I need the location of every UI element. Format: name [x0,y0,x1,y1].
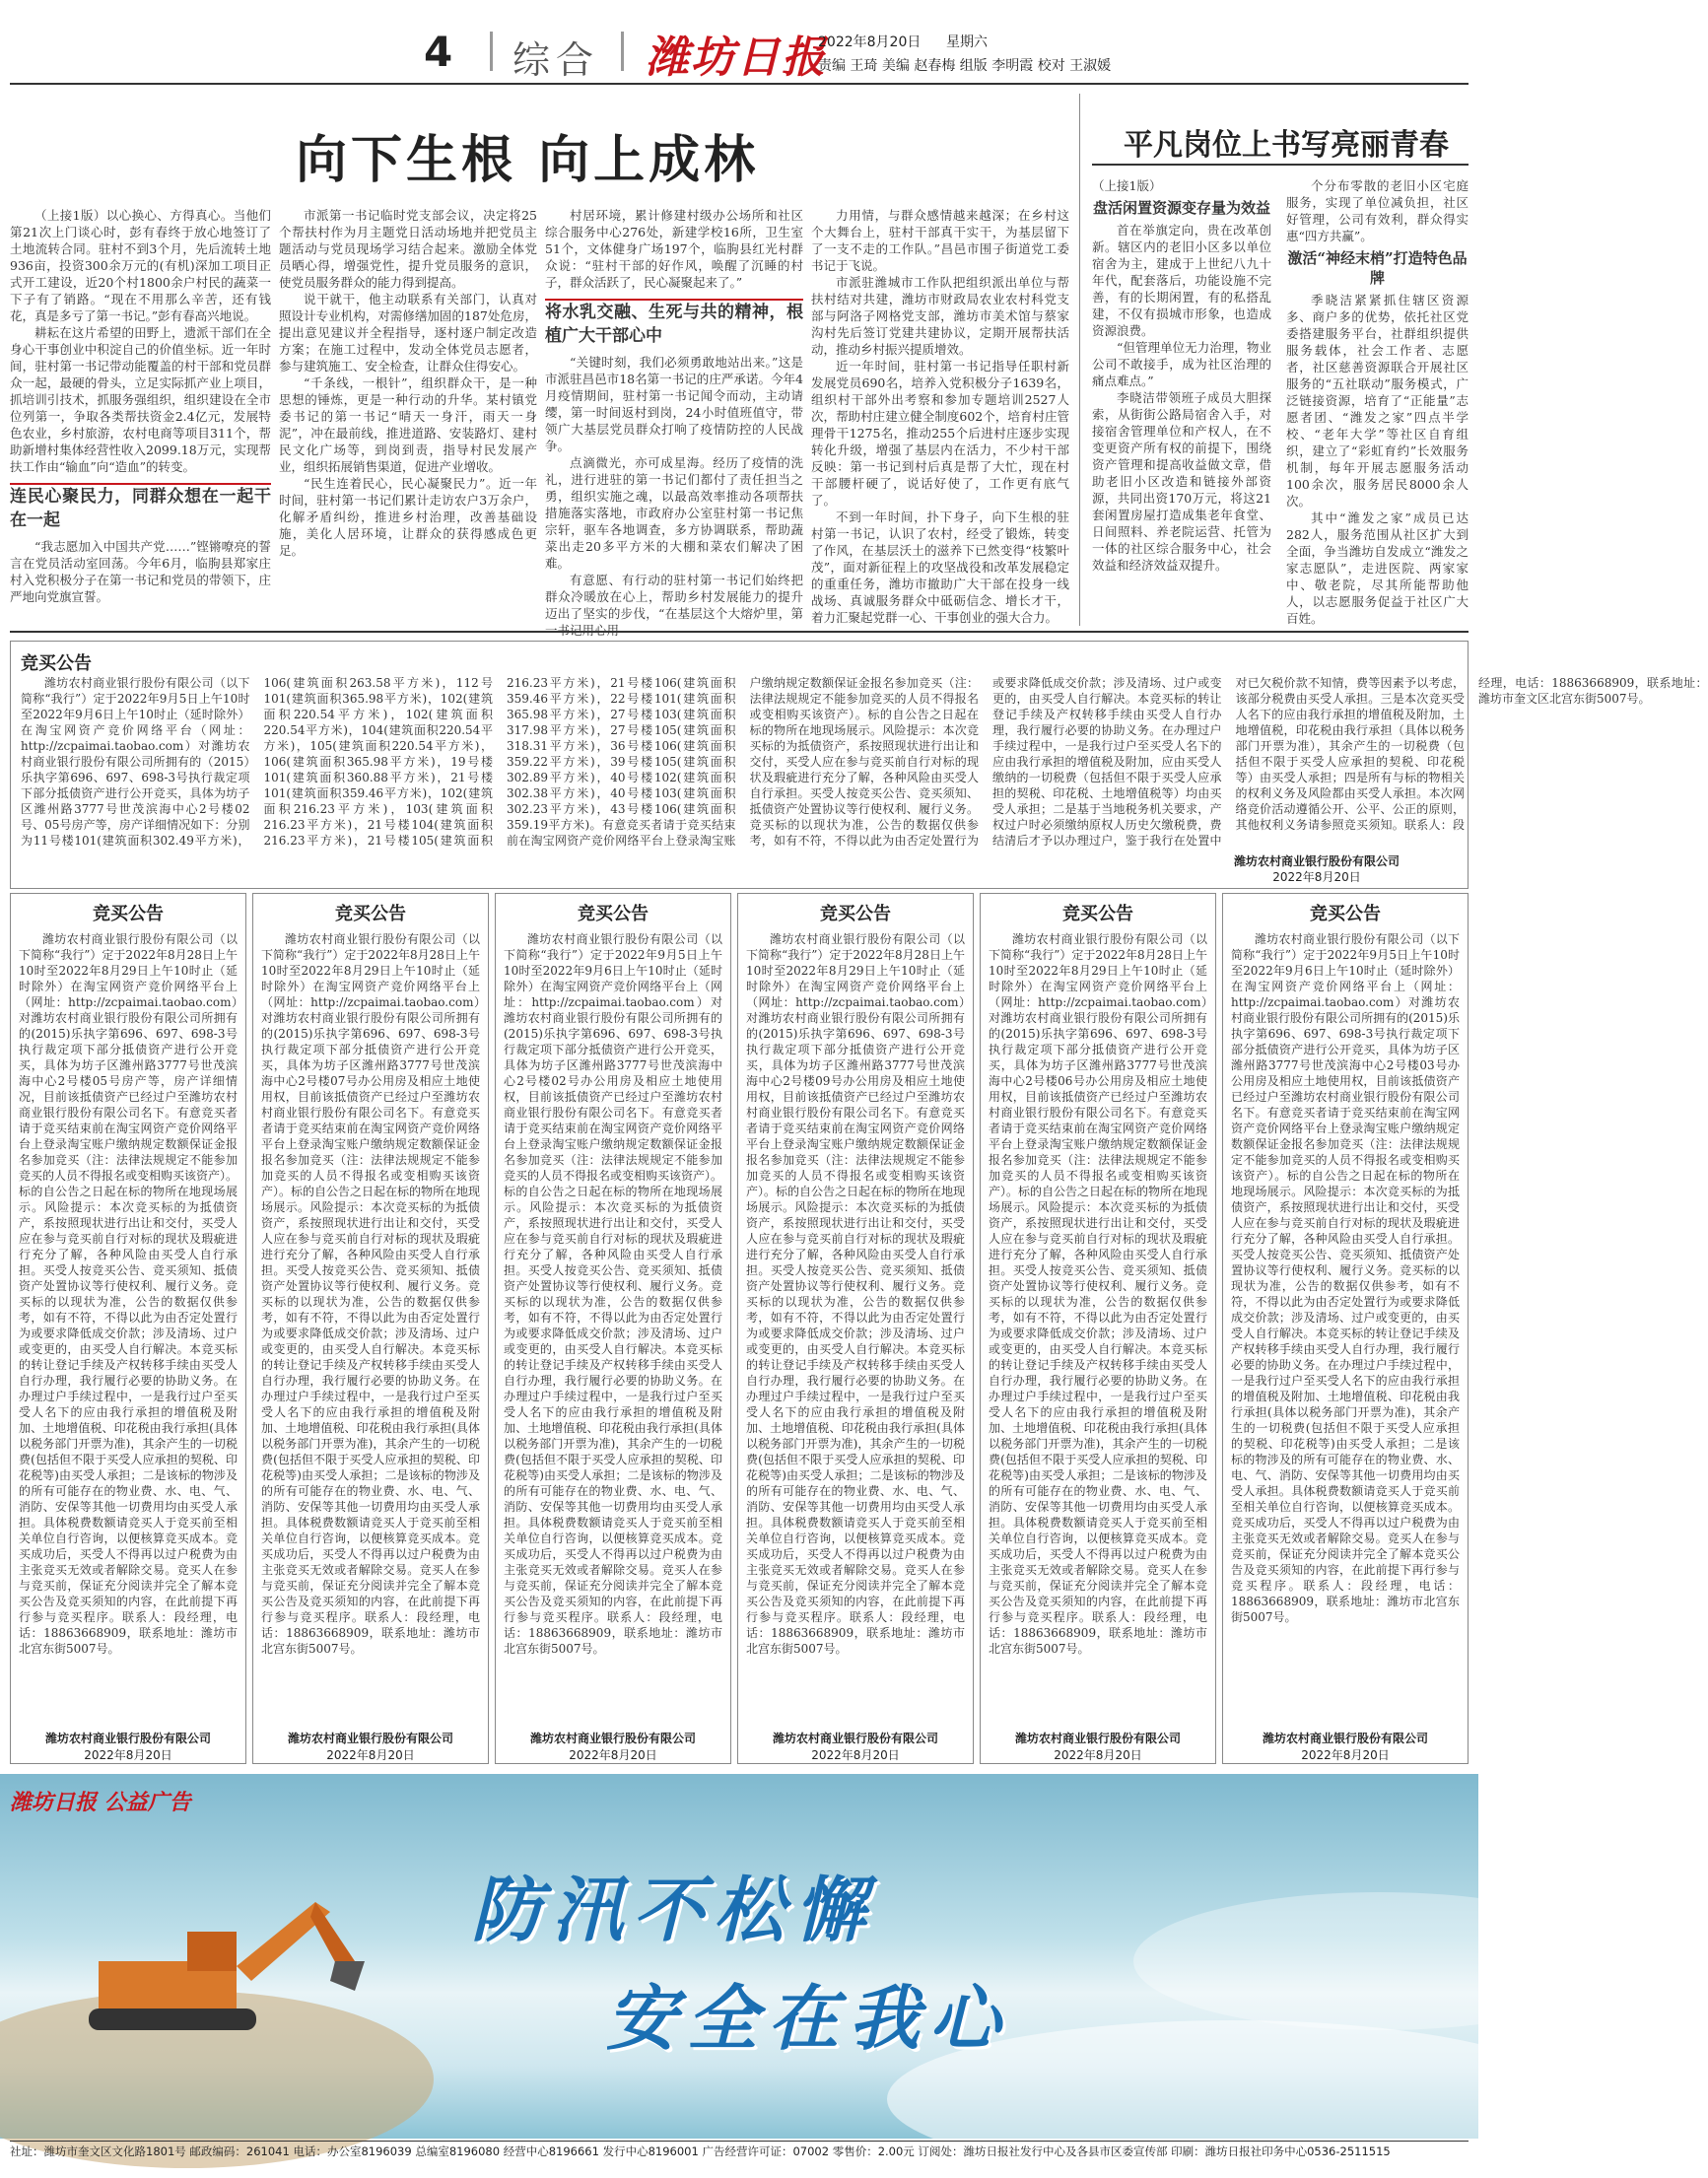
paragraph: 近一年时间，驻村第一书记指导任职村新发展党员690名，培养入党积极分子1639名，组织村干部外出考察和参加专题培训2527人次，帮助村庄建立健全制度602个，培育村庄管理骨干1275名，推动255个后进村庄逐步实现转化升级，增强了基层内在活力，不少村干部反映：第一书记到村后真是帮了大忙，现在村干部腰杆硬了，说话好使了，工作更有底气了。 [811,359,1069,508]
header-rule [10,83,1469,85]
paragraph: “千条线，一根针”，组织群众干，是一种思想的锤炼，更是一种行动的升华。某村镇党委书记的第一书记“晴天一身汗，雨天一身泥”，冲在最前线，推进道路、安装路灯、建村民文化广场等，到岗到责，指导村民发展产业，组织拓展销售渠道，促进产业增收。 [279,375,537,474]
side-article-col-1 [1092,177,1271,621]
notice-title: 竞买公告 [820,904,891,924]
auction-notice [10,893,246,1764]
paragraph: “我志愿加入中国共产党……”铿锵嘹亮的誓言在党员活动室回荡。今年6月，临朐县郑家庄村入党积极分子在第一书记和党员的带领下，庄严地向党旗宣誓。 [10,539,271,604]
notice-signature: 潍坊农村商业银行股份有限公司 [1262,1732,1428,1745]
notice-signature: 潍坊农村商业银行股份有限公司 [529,1732,696,1745]
notice-signature: 潍坊农村商业银行股份有限公司 [44,1732,211,1745]
notice-date: 2022年8月20日 [811,1748,900,1762]
main-article-col-4 [811,207,1069,625]
notice-body: 潍坊农村商业银行股份有限公司（以下简称“我行”）定于2022年8月28日上午10时至2022年8月29日上午10时止（延时除外）在淘宝网资产竞价网络平台上（网址：http://zcpaimai.taobao.com）对潍坊农村商业银行股份有限公司所拥有的(2015)乐执字第696、697、698-3号执行裁定项下部分抵债资产进行公开竞买，具体为坊子区潍州路3777号世茂滨海中心2号楼09号办公用房及相应土地使用权，目前该抵债资产已经过户至潍坊农村商业银行股份有限公司名下。有意竞买者请于竞买结束前在淘宝网资产竞价网络平台上登录淘宝账户缴纳规定数额保证金报名参加竞买（注：法律法规规定不能参加竞买的人员不得报名或变相购买该资产）。标的自公告之日起在标的物所在地现场展示。风险提示：本次竞买标的为抵债资产，系按照现状进行出让和交付，买受人应在参与竞买前自行对标的现状及瑕疵进行充分了解，各种风险由买受人自行承担。买受人按竞买公告、竞买须知、抵债资产处置协议等行使权利、履行义务。竞买标的以现状为准，公告的数据仅供参考，如有不符，不得以此为由否定处置行为或要求降低成交价款；涉及清场、过户或变更的，由买受人自行解决。本竞买标的转让登记手续及产权转移手续由买受人自行办理，我行履行必要的协助义务。在办理过户手续过程中，一是我行过户至买受人名下的应由我行承担的增值税及附加、土地增值税、印花税由我行承担(具体以税务部门开票为准)，其余产生的一切税费(包括但不限于买受人应承担的契税、印花税等)由买受人承担；二是该标的物涉及的所有可能存在的物业费、水、电、气、消防、安保等其他一切费用均由买受人承担。具体税费数额请竞买人于竞买前至相关单位自行咨询，以便核算竞买成本。竞买成功后，买受人不得再以过户税费为由主张竞买无效或者解除交易。竞买人在参与竞买前，保证充分阅读并完全了解本竞买公告及竞买须知的内容，在此前提下再行参与竞买程序。联系人：段经理，电话：18863668909，联系地址：潍坊市北宫东街5007号。 [746,932,966,1656]
notice-title: 竞买公告 [335,904,406,924]
paragraph: 耕耘在这片希望的田野上，遗派干部们在全身心干事创业中积淀自己的价值坐标。近一年时间，驻村第一书记带动能覆盖的村干部和党员群众一起，最硬的骨头，立足实际抓产业上项目，抓培训引技术，抓服务强组织，组织建设在全市位列第一，争取各类帮扶资金2.4亿元，发展特色农业，乡村旅游，农村电商等项目311个，帮助新增村集体经营性收入2099.18万元，实现帮扶工作由“输血”向“造血”的转变。 [10,325,271,474]
footer-rule [10,2141,1469,2142]
page-number: 4 [424,28,453,76]
main-article-col-1 [10,207,271,621]
wave-shape [1133,1892,1626,2030]
notice-date: 2022年8月20日 [326,1748,415,1762]
subheading: 连民心聚民力，同群众想在一起干在一起 [10,483,271,532]
banner-logo: 潍坊日报 公益广告 [10,1791,191,1815]
editor-credits: 责编 王琦 美编 赵春梅 组版 李明霞 校对 王淑媛 [818,58,1112,74]
excavator-cab [187,1932,237,1971]
paragraph: 村居环境，累计修建村级办公场所和社区综合服务中心276处，新建学校16所，卫生室51个，文体健身广场197个，临朐县红光村群众说：“驻村干部的好作风，唤醒了沉睡的村子，群众活跃了，民心凝聚起来了。” [545,208,803,290]
paragraph: 不到一年时间，扑下身子，向下生根的驻村第一书记，认识了农村，经受了锻炼，转变了作风，在基层沃土的滋养下已然变得“枝繁叶茂”，面对新征程上的攻坚战役和改革发展稳定的重重任务，潍坊市撤助广大干部在投身一线战场、真诚服务群众中砥砺信念、增长才干，着力汇聚起党群一心、干事创业的强大合力。 [811,510,1069,625]
notice-date: 2022年8月20日 [1272,870,1361,884]
paragraph: 力用情，与群众感情越来越深；在乡村这个大舞台上，驻村干部真干实干，为基层留下了一支不走的工作队。”昌邑市围子街道党工委书记于飞说。 [811,208,1069,273]
notice-date: 2022年8月20日 [84,1748,172,1762]
paragraph: 市派驻潍城市工作队把组织派出单位与帮扶村结对共建，潍坊市财政局农业农村科党支部与阿洛子网格党支部，潍坊市美术馆与蔡家沟村先后签订党建共建协议，定期开展帮扶活动，推动乡村振兴提质增效。 [811,275,1069,357]
paragraph: 市派第一书记临时党支部会议，决定将25个帮扶村作为月主题党日活动场地并把党员主题活动与党员现场学习结合起来。激励全体党员晒心得，增强党性，提升党员服务的意识，使党员服务群众的能力得到提高。 [279,208,537,290]
notice-title: 竞买公告 [1062,904,1133,924]
notice-body: 潍坊农村商业银行股份有限公司（以下简称“我行”）定于2022年9月5日上午10时至2022年9月6日上午10时止（延时除外）在淘宝网资产竞价网络平台上（网址：http://zcpaimai.taobao.com）对潍坊农村商业银行股份有限公司所拥有的(2015)乐执字第696、697、698-3号执行裁定项下部分抵债资产进行公开竞买，具体为坊子区潍州路3777号世茂滨海中心2号楼02号办公用房及相应土地使用权，目前该抵债资产已经过户至潍坊农村商业银行股份有限公司名下。有意竞买者请于竞买结束前在淘宝网资产竞价网络平台上登录淘宝账户缴纳规定数额保证金报名参加竞买（注：法律法规规定不能参加竞买的人员不得报名或变相购买该资产）。标的自公告之日起在标的物所在地现场展示。风险提示：本次竞买标的为抵债资产，系按照现状进行出让和交付，买受人应在参与竞买前自行对标的现状及瑕疵进行充分了解，各种风险由买受人自行承担。买受人按竞买公告、竞买须知、抵债资产处置协议等行使权利、履行义务。竞买标的以现状为准，公告的数据仅供参考，如有不符，不得以此为由否定处置行为或要求降低成交价款；涉及清场、过户或变更的，由买受人自行解决。本竞买标的转让登记手续及产权转移手续由买受人自行办理，我行履行必要的协助义务。在办理过户手续过程中，一是我行过户至买受人名下的应由我行承担的增值税及附加、土地增值税、印花税由我行承担(具体以税务部门开票为准)，其余产生的一切税费(包括但不限于买受人应承担的契税、印花税等)由买受人承担；二是该标的物涉及的所有可能存在的物业费、水、电、气、消防、安保等其他一切费用均由买受人承担。具体税费数额请竞买人于竞买前至相关单位自行咨询，以便核算竞买成本。竞买成功后，买受人不得再以过户税费为由主张竞买无效或者解除交易。竞买人在参与竞买前，保证充分阅读并完全了解本竞买公告及竞买须知的内容，在此前提下再行参与竞买程序。联系人：段经理，电话：18863668909，联系地址：潍坊市北宫东街5007号。 [504,932,723,1656]
banner-slogan-2: 安全在我心 [606,1977,1011,2060]
auction-notice [1222,893,1469,1764]
section-rule [10,631,1469,633]
paragraph: 李晓洁带领班子成员大胆探索，从街街公路局宿舍入手，对接宿舍管理单位和产权人，在不变更资产所有权的前提下，围绕资产管理和提高收益做文章，借助老旧小区改造和链接外部资源，共同出资170万元，将这21套闲置房屋打造成集老年食堂、日间照料、养老院运营、托管为一体的社区综合服务中心，社会效益和经济效益双提升。 [1092,390,1271,573]
main-article-col-3 [545,207,803,621]
paragraph: （上接1版）以心换心、方得真心。当他们第21次上门谈心时，彭有春终于放心地签订了土地流转合同。驻村不到3个月，先后流转土地936亩，投资300余万元的(有机)深加工项目正式开工建设，近20个村1800余户村民的蔬菜一下子有了销路。“现在不用那么辛苦，还有钱花，真是多亏了第一书记。”彭有春高兴地说。 [10,208,271,323]
main-article-title: 向下生根 向上成林 [296,130,760,190]
issue-date: 2022年8月20日 [818,34,922,50]
side-article-title: 平凡岗位上书写亮丽青春 [1124,128,1449,163]
notice-body: 潍坊农村商业银行股份有限公司（以下简称“我行”）定于2022年9月5日上午10时至2022年9月6日上午10时止（延时除外）在淘宝网资产竞价网络平台（网址：http://zcpaimai.taobao.com）对潍坊农村商业银行股份有限公司所拥有的（2015）乐执字第696、697、698-3号执行裁定项下部分抵债资产进行公开竞买，具体为坊子区潍州路3777号世茂滨海中心2号楼02号、05号房产等，房产详细情况如下：分别为11号楼101(建筑面积302.49平方米)，106(建筑面积263.58平方米)，112号101(建筑面积365.98平方米)，102(建筑面积220.54平方米)，102(建筑面积220.54平方米)，104(建筑面积220.54平方米)，105(建筑面积220.54平方米)，106(建筑面积365.98平方米)，19号楼101(建筑面积360.88平方米)，21号楼101(建筑面积359.46平方米)，102(建筑面积216.23平方米)，103(建筑面积216.23平方米)，21号楼104(建筑面积216.23平方米)，21号楼105(建筑面积216.23平方米)，21号楼106(建筑面积359.46平方米)，22号楼101(建筑面积365.98平方米)，27号楼103(建筑面积317.98平方米)，27号楼105(建筑面积318.31平方米)，36号楼106(建筑面积359.22平方米)，39号楼105(建筑面积302.89平方米)，40号楼102(建筑面积302.38平方米)，40号楼103(建筑面积302.23平方米)，43号楼106(建筑面积359.19平方米)。有意竞买者请于竞买结束前在淘宝网资产竞价网络平台上登录淘宝账户缴纳规定数额保证金报名参加竞买（注：法律法规规定不能参加竞买的人员不得报名或变相购买该资产）。标的自公告之日起在标的物所在地现场展示。风险提示：本次竞买标的为抵债资产，系按照现状进行出让和交付，买受人应在参与竞买前自行对标的现状及瑕疵进行充分了解，各种风险由买受人自行承担。买受人按竞买公告、竞买须知、抵债资产处置协议等行使权利、履行义务。竞买标的以现状为准，公告的数据仅供参考，如有不符，不得以此为由否定处置行为或要求降低成交价款；涉及清场、过户或变更的，由买受人自行解决。本竞买标的转让登记手续及产权转移手续由买受人自行办理，我行履行必要的协助义务。在办理过户手续过程中，一是我行过户至买受人名下的应由我行承担的增值税及附加，应由买受人缴纳的一切税费（包括但不限于买受人应承担的契税、印花税、土地增值税等）均由买受人承担；二是基于当地税务机关要求，产权过户时必须缴纳原权人历史欠缴税费，费结清后才予以办理过户，鉴于我行在处置中对已欠税价款不知情，费等因素予以考虑，该部分税费由买受人承担。三是本次竞买受人名下的应由我行承担的增值税及附加，土地增值税，印花税由我行承担（具体以税务部门开票为准），其余产生的一切税费（包括但不限于买受人应承担的契税、印花税等）由买受人承担；四是所有与标的物相关的权利义务及风险都由买受人承担。本次网络竞价活动遵循公开、公平、公正的原则，其他权利义务请参照竞买须知。联系人：段经理，电话：18863668909，联系地址：潍坊市奎文区北宫东街5007号。 [21,676,1708,848]
paragraph: 说干就干，他主动联系有关部门，认真对照设计专业机构，对需修缮加固的187处危房，提出意见建议并全程指导，逐村逐户制定改造方案；在施工过程中，发动全体党员志愿者，参与建筑施工、安全检查，让群众住得安心。 [279,292,537,374]
auction-notice [980,893,1216,1764]
header-divider [621,32,624,71]
auction-notice [252,893,489,1764]
excavator-boom [310,1902,355,1971]
notice-date: 2022年8月20日 [1054,1748,1142,1762]
subheading: 盘活闲置资源变存量为效益 [1092,199,1270,217]
section-name: 综合 [512,38,600,82]
notice-body: 潍坊农村商业银行股份有限公司（以下简称“我行”）定于2022年8月28日上午10时至2022年8月29日上午10时止（延时除外）在淘宝网资产竞价网络平台上（网址：http://zcpaimai.taobao.com）对潍坊农村商业银行股份有限公司所拥有的(2015)乐执字第696、697、698-3号执行裁定项下部分抵债资产进行公开竞买，具体为坊子区潍州路3777号世茂滨海中心2号楼07号办公用房及相应土地使用权，目前该抵债资产已经过户至潍坊农村商业银行股份有限公司名下。有意竞买者请于竞买结束前在淘宝网资产竞价网络平台上登录淘宝账户缴纳规定数额保证金报名参加竞买（注：法律法规规定不能参加竞买的人员不得报名或变相购买该资产）。标的自公告之日起在标的物所在地现场展示。风险提示：本次竞买标的为抵债资产，系按照现状进行出让和交付，买受人应在参与竞买前自行对标的现状及瑕疵进行充分了解，各种风险由买受人自行承担。买受人按竞买公告、竞买须知、抵债资产处置协议等行使权利、履行义务。竞买标的以现状为准，公告的数据仅供参考，如有不符，不得以此为由否定处置行为或要求降低成交价款；涉及清场、过户或变更的，由买受人自行解决。本竞买标的转让登记手续及产权转移手续由买受人自行办理，我行履行必要的协助义务。在办理过户手续过程中，一是我行过户至买受人名下的应由我行承担的增值税及附加、土地增值税、印花税由我行承担(具体以税务部门开票为准)，其余产生的一切税费(包括但不限于买受人应承担的契税、印花税等)由买受人承担；二是该标的物涉及的所有可能存在的物业费、水、电、气、消防、安保等其他一切费用均由买受人承担。具体税费数额请竞买人于竞买前至相关单位自行咨询，以便核算竞买成本。竞买成功后，买受人不得再以过户税费为由主张竞买无效或者解除交易。竞买人在参与竞买前，保证充分阅读并完全了解本竞买公告及竞买须知的内容，在此前提下再行参与竞买程序。联系人：段经理，电话：18863668909，联系地址：潍坊市北宫东街5007号。 [261,932,481,1656]
public-service-banner [0,1774,1478,2139]
paragraph: 首在举旗定向，贵在改革创新。辖区内的老旧小区多以单位宿舍为主，建成于上世纪八九十年代，配套落后，功能设施不完善，有的长期闲置，有的私搭乱建，不仅有损城市形象，也造成资源浪费。 [1092,223,1271,338]
paragraph: 点滴微光，亦可成星海。经历了疫情的洗礼，进行进驻的第一书记们都付了责任担当之勇，组织实施之魂，以最高效率推动各项帮扶措施落实落地，市政府办公室驻村第一书记焦宗轩，驱车各地调查，多方协调联系，帮助蔬菜出走20多平方米的大棚和菜农们解决了困难。 [545,455,803,571]
notice-title: 竞买公告 [93,904,164,924]
paragraph: “但管理单位无力治理，物业公司不敢接手，成为社区治理的痛点难点。” [1092,340,1271,388]
footer-imprint: 社址：潍坊市奎文区文化路1801号 邮政编码：261041 电话：办公室8196039 总编室8196080 经营中心8196661 发行中心8196001 广告经营许可证：07002 零售价：2.00元 订阅处：潍坊日报社发行中心及各县市区委宣传部 印刷：潍坊日报社印务中心0536-2511515 [10,2144,1391,2158]
lead-note: （上接1版） [1092,178,1162,193]
notice-title: 竞买公告 [578,904,649,924]
notice-date: 2022年8月20日 [569,1748,657,1762]
header-divider [490,32,493,71]
notice-signature: 潍坊农村商业银行股份有限公司 [1233,854,1400,868]
excavator-track [89,2008,256,2030]
notice-title: 竞买公告 [21,653,92,674]
notice-body: 潍坊农村商业银行股份有限公司（以下简称“我行”）定于2022年8月28日上午10时至2022年8月29日上午10时止（延时除外）在淘宝网资产竞价网络平台上（网址：http://zcpaimai.taobao.com）对潍坊农村商业银行股份有限公司所拥有的(2015)乐执字第696、697、698-3号执行裁定项下部分抵债资产进行公开竞买，具体为坊子区潍州路3777号世茂滨海中心2号楼06号办公用房及相应土地使用权，目前该抵债资产已经过户至潍坊农村商业银行股份有限公司名下。有意竞买者请于竞买结束前在淘宝网资产竞价网络平台上登录淘宝账户缴纳规定数额保证金报名参加竞买（注：法律法规规定不能参加竞买的人员不得报名或变相购买该资产）。标的自公告之日起在标的物所在地现场展示。风险提示：本次竞买标的为抵债资产，系按照现状进行出让和交付，买受人应在参与竞买前自行对标的现状及瑕疵进行充分了解，各种风险由买受人自行承担。买受人按竞买公告、竞买须知、抵债资产处置协议等行使权利、履行义务。竞买标的以现状为准，公告的数据仅供参考，如有不符，不得以此为由否定处置行为或要求降低成交价款；涉及清场、过户或变更的，由买受人自行解决。本竞买标的转让登记手续及产权转移手续由买受人自行办理，我行履行必要的协助义务。在办理过户手续过程中，一是我行过户至买受人名下的应由我行承担的增值税及附加、土地增值税、印花税由我行承担(具体以税务部门开票为准)，其余产生的一切税费(包括但不限于买受人应承担的契税、印花税等)由买受人承担；二是该标的物涉及的所有可能存在的物业费、水、电、气、消防、安保等其他一切费用均由买受人承担。具体税费数额请竞买人于竞买前至相关单位自行咨询，以便核算竞买成本。竞买成功后，买受人不得再以过户税费为由主张竞买无效或者解除交易。竞买人在参与竞买前，保证充分阅读并完全了解本竞买公告及竞买须知的内容，在此前提下再行参与竞买程序。联系人：段经理，电话：18863668909，联系地址：潍坊市北宫东街5007号。 [989,932,1208,1656]
paragraph: 有意愿、有行动的驻村第一书记们始终把群众冷暖放在心上，帮助乡村发展能力的提升迈出了坚实的步伐，“在基层这个大熔炉里，第 [545,573,803,621]
notice-body: 潍坊农村商业银行股份有限公司（以下简称“我行”）定于2022年8月28日上午10时至2022年8月29日上午10时止（延时除外）在淘宝网资产竞价网络平台上（网址：http://zcpaimai.taobao.com）对潍坊农村商业银行股份有限公司所拥有的(2015)乐执字第696、697、698-3号执行裁定项下部分抵债资产进行公开竞买，具体为坊子区潍州路3777号世茂滨海中心2号楼05号房产等，房产详细情况，目前该抵债资产已经过户至潍坊农村商业银行股份有限公司名下。有意竞买者请于竞买结束前在淘宝网资产竞价网络平台上登录淘宝账户缴纳规定数额保证金报名参加竞买（注：法律法规规定不能参加竞买的人员不得报名或变相购买该资产）。标的自公告之日起在标的物所在地现场展示。风险提示：本次竞买标的为抵债资产，系按照现状进行出让和交付，买受人应在参与竞买前自行对标的现状及瑕疵进行充分了解，各种风险由买受人自行承担。买受人按竞买公告、竞买须知、抵债资产处置协议等行使权利、履行义务。竞买标的以现状为准，公告的数据仅供参考，如有不符，不得以此为由否定处置行为或要求降低成交价款；涉及清场、过户或变更的，由买受人自行解决。本竞买标的转让登记手续及产权转移手续由买受人自行办理，我行履行必要的协助义务。在办理过户手续过程中，一是我行过户至买受人名下的应由我行承担的增值税及附加、土地增值税、印花税由我行承担(具体以税务部门开票为准)，其余产生的一切税费(包括但不限于买受人应承担的契税、印花税等)由买受人承担；二是该标的物涉及的所有可能存在的物业费、水、电、气、消防、安保等其他一切费用均由买受人承担。具体税费数额请竞买人于竞买前至相关单位自行咨询，以便核算竞买成本。竞买成功后，买受人不得再以过户税费为由主张竞买无效或者解除交易。竞买人在参与竞买前，保证充分阅读并完全了解本竞买公告及竞买须知的内容，在此前提下再行参与竞买程序。联系人：段经理，电话：18863668909，联系地址：潍坊市北宫东街5007号。 [19,932,239,1656]
main-article-col-2 [279,207,537,621]
side-article-col-2 [1286,177,1469,626]
auction-notice-wide [10,641,1708,889]
auction-notice [495,893,731,1764]
notice-signature: 潍坊农村商业银行股份有限公司 [772,1732,938,1745]
paragraph: 其中“潍发之家”成员已达282人，服务范围从社区扩大到全面，争当潍坊自发成立“潍发之家志愿队”，走进医院、两家家中、敬老院，尽其所能帮助他人，以志愿服务促益于社区广大百姓。 [1286,510,1469,626]
auction-notice [737,893,974,1764]
notice-date: 2022年8月20日 [1301,1748,1390,1762]
excavator-illustration [59,1882,375,2040]
issue-weekday: 星期六 [946,34,988,50]
paragraph: “民生连着民心，民心凝聚民力”。近一年时间，驻村第一书记们累计走访农户3万余户，化解矛盾纠纷，推进乡村治理，改善基础设施，美化人居环境，让群众的获得感成色更足。 [279,476,537,558]
column-divider [1079,94,1080,626]
notice-signature: 潍坊农村商业银行股份有限公司 [287,1732,453,1745]
notice-title: 竞买公告 [1310,904,1381,924]
subheading: 将水乳交融、生死与共的精神，根植广大干部心中 [545,299,803,348]
side-title-rule [1092,164,1469,166]
notice-signature: 潍坊农村商业银行股份有限公司 [1014,1732,1181,1745]
newspaper-logo: 潍坊日报 [646,33,827,83]
paragraph: 季晓洁紧紧抓住辖区资源多、商户多的优势，依托社区党委搭建服务平台，社群组织提供服务载体，社会工作者、志愿者，社区慈善资源联合开展社区服务的“五社联动”服务模式，广泛链接资源，培育了“正能量”志愿者团、“潍发之家”四点半学校、“老年大学”等社区自育组织，建立了“彩虹育约”长效服务机制，每年开展志愿服务活动100余次，服务居民8000余人次。 [1286,293,1469,509]
banner-slogan-1: 防汛不松懈 [471,1869,876,1951]
notice-body: 潍坊农村商业银行股份有限公司（以下简称“我行”）定于2022年9月5日上午10时至2022年9月6日上午10时止（延时除外）在淘宝网资产竞价网络平台上（网址：http://zcpaimai.taobao.com）对潍坊农村商业银行股份有限公司所拥有的(2015)乐执字第696、697、698-3号执行裁定项下部分抵债资产进行公开竞买，具体为坊子区潍州路3777号世茂滨海中心2号楼03号办公用房及相应土地使用权，目前该抵债资产已经过户至潍坊农村商业银行股份有限公司名下。有意竞买者请于竞买结束前在淘宝网资产竞价网络平台上登录淘宝账户缴纳规定数额保证金报名参加竞买（注：法律法规规定不能参加竞买的人员不得报名或变相购买该资产）。标的自公告之日起在标的物所在地现场展示。风险提示：本次竞买标的为抵债资产，系按照现状进行出让和交付，买受人应在参与竞买前自行对标的现状及瑕疵进行充分了解，各种风险由买受人自行承担。买受人按竞买公告、竞买须知、抵债资产处置协议等行使权利、履行义务。竞买标的以现状为准，公告的数据仅供参考，如有不符，不得以此为由否定处置行为或要求降低成交价款；涉及清场、过户或变更的，由买受人自行解决。本竞买标的转让登记手续及产权转移手续由买受人自行办理，我行履行必要的协助义务。在办理过户手续过程中，一是我行过户至买受人名下的应由我行承担的增值税及附加、土地增值税、印花税由我行承担(具体以税务部门开票为准)，其余产生的一切税费(包括但不限于买受人应承担的契税、印花税等)由买受人承担；二是该标的物涉及的所有可能存在的物业费、水、电、气、消防、安保等其他一切费用均由买受人承担。具体税费数额请竞买人于竞买前至相关单位自行咨询，以便核算竞买成本。竞买成功后，买受人不得再以过户税费为由主张竞买无效或者解除交易。竞买人在参与竞买前，保证充分阅读并完全了解本竞买公告及竞买须知的内容，在此前提下再行参与竞买程序。联系人：段经理，电话：18863668909，联系地址：潍坊市北宫东街5007号。 [1231,932,1460,1624]
paragraph: 个分布零散的老旧小区宅庭服务，实现了单位减负担，社区好管理，公司有效利，群众得实惠“四方共赢”。 [1286,178,1469,243]
paragraph: “关键时刻，我们必须勇敢地站出来。”这是市派驻昌邑市18名第一书记的庄严承诺。今年4月疫情期间，驻村第一书记闻令而动，主动请缨，第一时间返村到岗，24小时值班值守，带领广大基层党员群众打响了疫情防控的人民战争。 [545,355,803,453]
subheading: 激活“神经末梢”打造特色品牌 [1287,249,1468,287]
excavator-bucket [330,1961,365,1991]
